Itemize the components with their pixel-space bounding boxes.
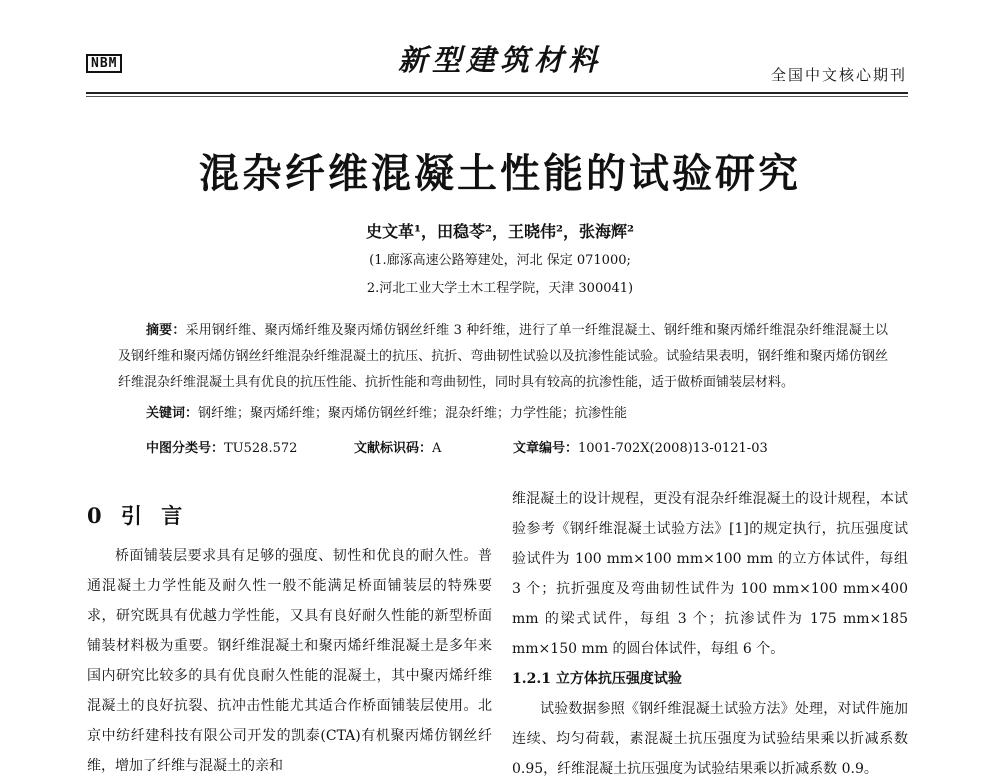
journal-name: 新型建筑材料 (397, 43, 602, 77)
article-number-value: 1001-702X(2008)13-0121-03 (578, 441, 768, 456)
affiliation-1: (1.廊涿高速公路筹建处，河北 保定 071000; (369, 253, 631, 268)
author-list: 史文革¹，田稳苓²，王晓伟²，张海辉² (365, 222, 635, 241)
logo-mark: NBM (86, 54, 122, 73)
subsection-heading-compression: 1.2.1 立方体抗压强度试验 (512, 671, 682, 687)
right-column (512, 484, 908, 784)
article-number-label: 文章编号： (513, 441, 579, 456)
intro-paragraph: 桥面铺装层要求具有足够的强度、韧性和优良的耐久性。普通混凝土力学性能及耐久性一般不能满足桥面铺装层的特殊要求，研究既具有优越力学性能，又具有良好耐久性能的新型桥面铺装材料极为重要。钢纤维混凝土和聚丙烯纤维混凝土是多年来国内研究比较多的具有优良耐久性能的混凝土，其中聚丙烯纤维混凝土的良好抗裂、抗冲击性能尤其适合作桥面铺装层使用。北京中纺纤建科技有限公司开发的凯泰(CTA)有机聚丙烯仿钢丝纤维，增加了纤维与混凝土的亲和 (87, 548, 492, 774)
core-journal-label: 全国中文核心期刊 (770, 66, 907, 84)
keywords-label: 关键词： (146, 406, 199, 421)
keywords (146, 402, 906, 421)
section-heading-intro: 0 引 言 (87, 503, 189, 528)
abstract-label: 摘要： (146, 323, 186, 338)
clc-value: TU528.572 (224, 441, 298, 456)
document-code (354, 437, 441, 456)
header-rule (86, 92, 908, 94)
affiliation-2: 2.河北工业大学土木工程学院，天津 300041) (366, 281, 634, 296)
keywords-text: 钢纤维；聚丙烯纤维；聚丙烯仿钢丝纤维；混杂纤维；力学性能；抗渗性能 (198, 406, 628, 421)
abstract (118, 318, 888, 396)
clc-label: 中图分类号： (146, 441, 225, 456)
clc-number (146, 437, 297, 456)
header-rule-thin (86, 96, 908, 97)
doc-code-value: A (432, 441, 442, 456)
abstract-text: 采用钢纤维、聚丙烯纤维及聚丙烯仿钢丝纤维 3 种纤维，进行了单一纤维混凝土、钢纤维和聚丙烯纤维混杂纤维混凝土以及钢纤维和聚丙烯仿钢丝纤维混杂纤维混凝土的抗压、抗折、弯曲韧性试验以及抗渗性能试验。试验结果表明，钢纤维和聚丙烯仿钢丝纤维混杂纤维混凝土具有优良的抗压性能、抗折性能和弯曲韧性，同时具有较高的抗渗性能，适于做桥面铺装层材料。 (118, 323, 888, 390)
compression-paragraph: 试验数据参照《钢纤维混凝土试验方法》处理，对试件施加连续、均匀荷载，素混凝土抗压强度为试验结果乘以折减系数 0.95，纤维混凝土抗压强度为试验结果乘以折减系数 0.9。 (512, 701, 908, 777)
article-title: 混杂纤维混凝土性能的试验研究 (199, 151, 801, 197)
doc-code-label: 文献标识码： (354, 441, 433, 456)
specimen-paragraph: 维混凝土的设计规程，更没有混杂纤维混凝土的设计规程，本试验参考《钢纤维混凝土试验方法》[1]的规定执行，抗压强度试验试件为 100 mm×100 mm×100 mm 的立方体试件，每组 3 个；抗折强度及弯曲韧性试件为 100 mm×100 mm×400 mm 的梁式试件，每组 3 个；抗渗试件为 175 mm×185 mm×150 mm 的圆台体试件，每组 6 个。 (512, 491, 908, 657)
article-number (513, 437, 768, 456)
